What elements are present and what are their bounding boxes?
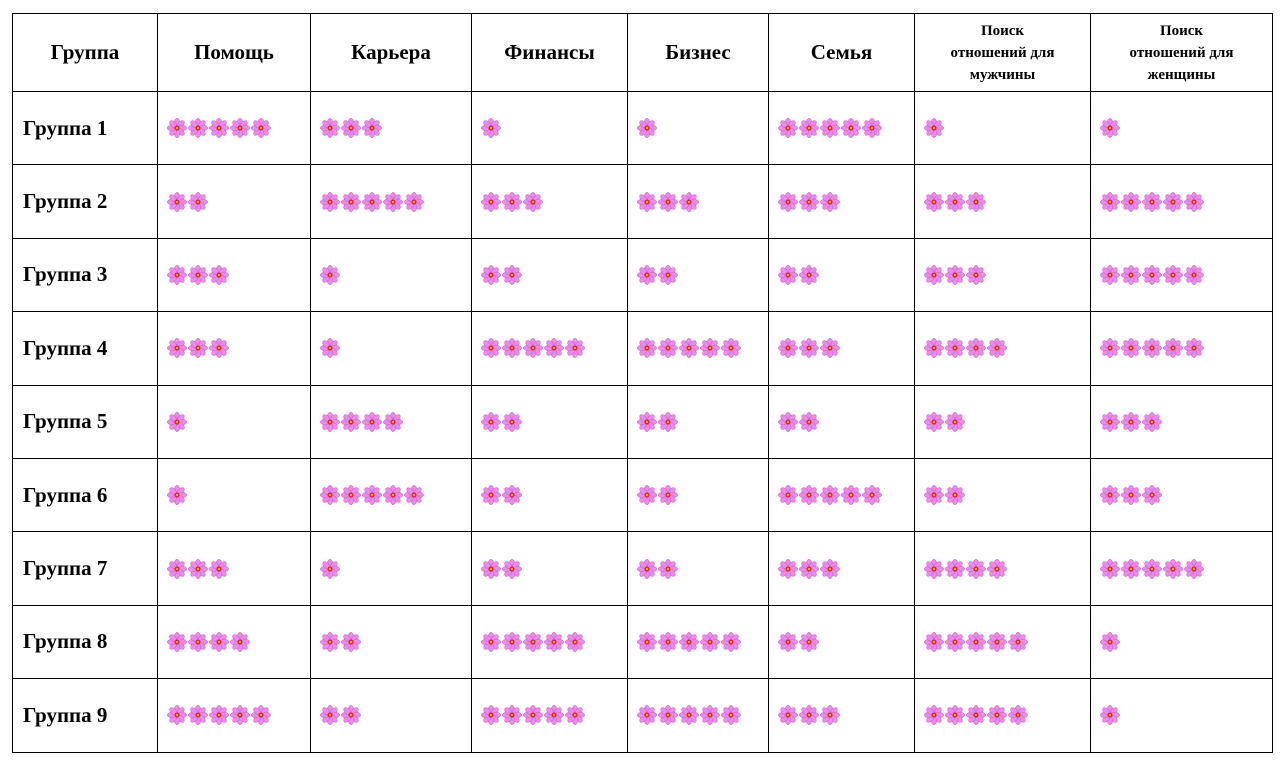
pink-flower-icon	[778, 632, 798, 652]
rating-cell-help	[158, 458, 311, 531]
rating-cell-relationships-men	[915, 605, 1091, 678]
pink-flower-icon	[502, 192, 522, 212]
pink-flower-icon	[320, 192, 340, 212]
rating-cell-finance	[472, 532, 628, 605]
rating-cell-finance	[472, 605, 628, 678]
header-relationships-men-line1: Поиск	[980, 22, 1025, 39]
pink-flower-icon	[799, 485, 819, 505]
pink-flower-icon	[1184, 192, 1204, 212]
pink-flower-icon	[966, 338, 986, 358]
header-help: Помощь	[158, 14, 311, 92]
rating-cell-finance	[472, 92, 628, 165]
rating-cell-help	[158, 238, 311, 311]
pink-flower-icon	[167, 559, 187, 579]
pink-flower-icon	[523, 705, 543, 725]
table-body	[13, 92, 1273, 753]
pink-flower-icon	[544, 632, 564, 652]
rating-cell-family	[769, 679, 915, 752]
pink-flower-icon	[658, 559, 678, 579]
pink-flower-icon	[658, 338, 678, 358]
rating-cell-family	[769, 532, 915, 605]
pink-flower-icon	[778, 338, 798, 358]
pink-flower-icon	[1184, 338, 1204, 358]
pink-flower-icon	[820, 559, 840, 579]
pink-flower-icon	[658, 705, 678, 725]
rating-cell-relationships-women	[1091, 385, 1273, 458]
pink-flower-icon	[341, 632, 361, 652]
rating-cell-business	[628, 165, 769, 238]
pink-flower-icon	[362, 485, 382, 505]
pink-flower-icon	[523, 338, 543, 358]
pink-flower-icon	[1142, 338, 1162, 358]
pink-flower-icon	[404, 192, 424, 212]
pink-flower-icon	[320, 265, 340, 285]
pink-flower-icon	[1121, 265, 1141, 285]
pink-flower-icon	[945, 338, 965, 358]
pink-flower-icon	[502, 412, 522, 432]
pink-flower-icon	[565, 705, 585, 725]
pink-flower-icon	[320, 338, 340, 358]
group-label: Группа 6	[13, 458, 158, 531]
pink-flower-icon	[481, 485, 501, 505]
pink-flower-icon	[1163, 192, 1183, 212]
pink-flower-icon	[924, 485, 944, 505]
rating-cell-family	[769, 92, 915, 165]
pink-flower-icon	[362, 412, 382, 432]
pink-flower-icon	[251, 118, 271, 138]
group-label: Группа 5	[13, 385, 158, 458]
pink-flower-icon	[320, 705, 340, 725]
header-relationships-women-line3: женщины	[1147, 66, 1216, 83]
pink-flower-icon	[383, 485, 403, 505]
pink-flower-icon	[1121, 338, 1141, 358]
rating-cell-business	[628, 385, 769, 458]
pink-flower-icon	[188, 632, 208, 652]
pink-flower-icon	[924, 265, 944, 285]
pink-flower-icon	[565, 338, 585, 358]
rating-cell-family	[769, 165, 915, 238]
pink-flower-icon	[924, 192, 944, 212]
pink-flower-icon	[637, 412, 657, 432]
pink-flower-icon	[637, 118, 657, 138]
pink-flower-icon	[679, 632, 699, 652]
pink-flower-icon	[1100, 559, 1120, 579]
pink-flower-icon	[778, 118, 798, 138]
pink-flower-icon	[565, 632, 585, 652]
group-label: Группа 8	[13, 605, 158, 678]
pink-flower-icon	[230, 118, 250, 138]
rating-cell-career	[311, 92, 472, 165]
rating-cell-career	[311, 238, 472, 311]
pink-flower-icon	[188, 265, 208, 285]
pink-flower-icon	[1163, 559, 1183, 579]
pink-flower-icon	[987, 559, 1007, 579]
pink-flower-icon	[799, 192, 819, 212]
pink-flower-icon	[341, 412, 361, 432]
rating-cell-relationships-women	[1091, 312, 1273, 385]
pink-flower-icon	[209, 338, 229, 358]
header-family: Семья	[769, 14, 915, 92]
pink-flower-icon	[679, 192, 699, 212]
rating-cell-career	[311, 679, 472, 752]
pink-flower-icon	[502, 705, 522, 725]
table-row	[13, 165, 1273, 238]
pink-flower-icon	[924, 118, 944, 138]
pink-flower-icon	[799, 705, 819, 725]
pink-flower-icon	[1142, 192, 1162, 212]
rating-cell-family	[769, 458, 915, 531]
rating-cell-family	[769, 312, 915, 385]
group-label: Группа 1	[13, 92, 158, 165]
pink-flower-icon	[799, 412, 819, 432]
pink-flower-icon	[924, 559, 944, 579]
rating-cell-help	[158, 679, 311, 752]
header-relationships-women-line2: отношений для	[1129, 44, 1234, 61]
pink-flower-icon	[966, 559, 986, 579]
rating-cell-help	[158, 605, 311, 678]
pink-flower-icon	[820, 705, 840, 725]
rating-cell-relationships-women	[1091, 532, 1273, 605]
pink-flower-icon	[188, 338, 208, 358]
pink-flower-icon	[1100, 705, 1120, 725]
header-relationships-men	[915, 14, 1091, 92]
pink-flower-icon	[721, 632, 741, 652]
pink-flower-icon	[502, 485, 522, 505]
rating-cell-career	[311, 165, 472, 238]
pink-flower-icon	[862, 118, 882, 138]
pink-flower-icon	[1121, 412, 1141, 432]
header-row	[13, 14, 1273, 92]
pink-flower-icon	[383, 412, 403, 432]
pink-flower-icon	[502, 338, 522, 358]
pink-flower-icon	[230, 705, 250, 725]
pink-flower-icon	[523, 192, 543, 212]
pink-flower-icon	[799, 632, 819, 652]
pink-flower-icon	[820, 118, 840, 138]
table-row	[13, 532, 1273, 605]
rating-cell-relationships-men	[915, 165, 1091, 238]
pink-flower-icon	[924, 338, 944, 358]
pink-flower-icon	[341, 192, 361, 212]
pink-flower-icon	[658, 265, 678, 285]
pink-flower-icon	[167, 705, 187, 725]
pink-flower-icon	[1142, 559, 1162, 579]
rating-cell-career	[311, 385, 472, 458]
pink-flower-icon	[481, 265, 501, 285]
pink-flower-icon	[966, 632, 986, 652]
pink-flower-icon	[820, 485, 840, 505]
pink-flower-icon	[167, 338, 187, 358]
pink-flower-icon	[799, 118, 819, 138]
pink-flower-icon	[1121, 559, 1141, 579]
pink-flower-icon	[637, 559, 657, 579]
pink-flower-icon	[987, 705, 1007, 725]
pink-flower-icon	[966, 192, 986, 212]
pink-flower-icon	[658, 632, 678, 652]
pink-flower-icon	[799, 338, 819, 358]
pink-flower-icon	[320, 485, 340, 505]
pink-flower-icon	[778, 192, 798, 212]
pink-flower-icon	[799, 559, 819, 579]
pink-flower-icon	[721, 338, 741, 358]
rating-cell-family	[769, 238, 915, 311]
pink-flower-icon	[637, 192, 657, 212]
pink-flower-icon	[167, 265, 187, 285]
pink-flower-icon	[209, 559, 229, 579]
table-row	[13, 605, 1273, 678]
rating-cell-help	[158, 532, 311, 605]
pink-flower-icon	[362, 192, 382, 212]
header-business: Бизнес	[628, 14, 769, 92]
rating-cell-relationships-men	[915, 679, 1091, 752]
group-label: Группа 3	[13, 238, 158, 311]
pink-flower-icon	[481, 192, 501, 212]
header-finance: Финансы	[472, 14, 628, 92]
pink-flower-icon	[251, 705, 271, 725]
rating-cell-help	[158, 165, 311, 238]
header-career: Карьера	[311, 14, 472, 92]
pink-flower-icon	[230, 632, 250, 652]
pink-flower-icon	[658, 412, 678, 432]
rating-cell-relationships-women	[1091, 605, 1273, 678]
pink-flower-icon	[1142, 265, 1162, 285]
header-relationships-men-line2: отношений для	[950, 44, 1055, 61]
pink-flower-icon	[700, 705, 720, 725]
rating-cell-business	[628, 605, 769, 678]
pink-flower-icon	[1100, 338, 1120, 358]
rating-cell-finance	[472, 238, 628, 311]
pink-flower-icon	[945, 705, 965, 725]
pink-flower-icon	[341, 705, 361, 725]
rating-cell-relationships-men	[915, 92, 1091, 165]
pink-flower-icon	[544, 705, 564, 725]
rating-cell-relationships-men	[915, 458, 1091, 531]
pink-flower-icon	[383, 192, 403, 212]
group-label: Группа 7	[13, 532, 158, 605]
pink-flower-icon	[1184, 559, 1204, 579]
pink-flower-icon	[778, 559, 798, 579]
rating-cell-relationships-men	[915, 385, 1091, 458]
pink-flower-icon	[1163, 265, 1183, 285]
pink-flower-icon	[778, 705, 798, 725]
rating-cell-relationships-men	[915, 532, 1091, 605]
pink-flower-icon	[637, 632, 657, 652]
pink-flower-icon	[188, 118, 208, 138]
rating-cell-help	[158, 92, 311, 165]
rating-cell-family	[769, 605, 915, 678]
rating-cell-relationships-women	[1091, 238, 1273, 311]
header-relationships-women-line1: Поиск	[1159, 22, 1204, 39]
rating-cell-finance	[472, 679, 628, 752]
pink-flower-icon	[209, 118, 229, 138]
pink-flower-icon	[1008, 705, 1028, 725]
rating-cell-business	[628, 532, 769, 605]
header-group: Группа	[13, 14, 158, 92]
rating-cell-business	[628, 312, 769, 385]
rating-cell-finance	[472, 165, 628, 238]
pink-flower-icon	[209, 265, 229, 285]
pink-flower-icon	[167, 412, 187, 432]
pink-flower-icon	[924, 412, 944, 432]
pink-flower-icon	[945, 632, 965, 652]
pink-flower-icon	[481, 338, 501, 358]
rating-cell-career	[311, 458, 472, 531]
pink-flower-icon	[1121, 192, 1141, 212]
header-relationships-women	[1091, 14, 1273, 92]
pink-flower-icon	[778, 412, 798, 432]
pink-flower-icon	[320, 559, 340, 579]
pink-flower-icon	[167, 485, 187, 505]
pink-flower-icon	[1142, 485, 1162, 505]
table-row	[13, 679, 1273, 752]
rating-cell-finance	[472, 458, 628, 531]
pink-flower-icon	[945, 559, 965, 579]
table-row	[13, 385, 1273, 458]
group-label: Группа 2	[13, 165, 158, 238]
pink-flower-icon	[778, 485, 798, 505]
rating-cell-business	[628, 679, 769, 752]
rating-cell-career	[311, 532, 472, 605]
pink-flower-icon	[404, 485, 424, 505]
rating-cell-finance	[472, 385, 628, 458]
pink-flower-icon	[945, 412, 965, 432]
group-label: Группа 4	[13, 312, 158, 385]
rating-cell-relationships-women	[1091, 458, 1273, 531]
rating-cell-relationships-women	[1091, 165, 1273, 238]
pink-flower-icon	[721, 705, 741, 725]
pink-flower-icon	[924, 632, 944, 652]
pink-flower-icon	[658, 485, 678, 505]
rating-cell-family	[769, 385, 915, 458]
pink-flower-icon	[1100, 412, 1120, 432]
rating-cell-business	[628, 458, 769, 531]
pink-flower-icon	[167, 192, 187, 212]
pink-flower-icon	[167, 118, 187, 138]
pink-flower-icon	[1184, 265, 1204, 285]
pink-flower-icon	[481, 118, 501, 138]
rating-cell-help	[158, 312, 311, 385]
pink-flower-icon	[481, 632, 501, 652]
pink-flower-icon	[1100, 485, 1120, 505]
pink-flower-icon	[945, 485, 965, 505]
table-row	[13, 238, 1273, 311]
rating-cell-relationships-men	[915, 238, 1091, 311]
pink-flower-icon	[1100, 192, 1120, 212]
rating-cell-business	[628, 238, 769, 311]
pink-flower-icon	[945, 265, 965, 285]
pink-flower-icon	[502, 632, 522, 652]
pink-flower-icon	[966, 705, 986, 725]
rating-cell-help	[158, 385, 311, 458]
rating-cell-finance	[472, 312, 628, 385]
table-row	[13, 458, 1273, 531]
pink-flower-icon	[188, 559, 208, 579]
pink-flower-icon	[987, 338, 1007, 358]
pink-flower-icon	[362, 118, 382, 138]
rating-cell-career	[311, 605, 472, 678]
pink-flower-icon	[966, 265, 986, 285]
rating-table	[12, 13, 1273, 753]
pink-flower-icon	[700, 632, 720, 652]
pink-flower-icon	[188, 705, 208, 725]
pink-flower-icon	[523, 632, 543, 652]
pink-flower-icon	[778, 265, 798, 285]
pink-flower-icon	[820, 192, 840, 212]
pink-flower-icon	[188, 192, 208, 212]
pink-flower-icon	[481, 559, 501, 579]
pink-flower-icon	[679, 705, 699, 725]
pink-flower-icon	[679, 338, 699, 358]
pink-flower-icon	[341, 118, 361, 138]
pink-flower-icon	[502, 559, 522, 579]
rating-cell-career	[311, 312, 472, 385]
pink-flower-icon	[1121, 485, 1141, 505]
pink-flower-icon	[341, 485, 361, 505]
pink-flower-icon	[1142, 412, 1162, 432]
pink-flower-icon	[862, 485, 882, 505]
header-relationships-men-line3: мужчины	[969, 66, 1036, 83]
table-row	[13, 312, 1273, 385]
pink-flower-icon	[320, 118, 340, 138]
pink-flower-icon	[1100, 632, 1120, 652]
pink-flower-icon	[502, 265, 522, 285]
pink-flower-icon	[799, 265, 819, 285]
pink-flower-icon	[637, 338, 657, 358]
pink-flower-icon	[209, 705, 229, 725]
pink-flower-icon	[841, 485, 861, 505]
rating-cell-relationships-women	[1091, 679, 1273, 752]
pink-flower-icon	[637, 485, 657, 505]
pink-flower-icon	[481, 412, 501, 432]
rating-cell-business	[628, 92, 769, 165]
pink-flower-icon	[544, 338, 564, 358]
pink-flower-icon	[924, 705, 944, 725]
pink-flower-icon	[637, 705, 657, 725]
pink-flower-icon	[1008, 632, 1028, 652]
pink-flower-icon	[987, 632, 1007, 652]
group-label: Группа 9	[13, 679, 158, 752]
pink-flower-icon	[637, 265, 657, 285]
pink-flower-icon	[820, 338, 840, 358]
pink-flower-icon	[209, 632, 229, 652]
pink-flower-icon	[841, 118, 861, 138]
rating-cell-relationships-women	[1091, 92, 1273, 165]
pink-flower-icon	[658, 192, 678, 212]
pink-flower-icon	[320, 412, 340, 432]
pink-flower-icon	[481, 705, 501, 725]
pink-flower-icon	[945, 192, 965, 212]
pink-flower-icon	[700, 338, 720, 358]
rating-cell-relationships-men	[915, 312, 1091, 385]
pink-flower-icon	[167, 632, 187, 652]
table-row	[13, 92, 1273, 165]
pink-flower-icon	[1100, 265, 1120, 285]
pink-flower-icon	[1163, 338, 1183, 358]
pink-flower-icon	[1100, 118, 1120, 138]
pink-flower-icon	[320, 632, 340, 652]
